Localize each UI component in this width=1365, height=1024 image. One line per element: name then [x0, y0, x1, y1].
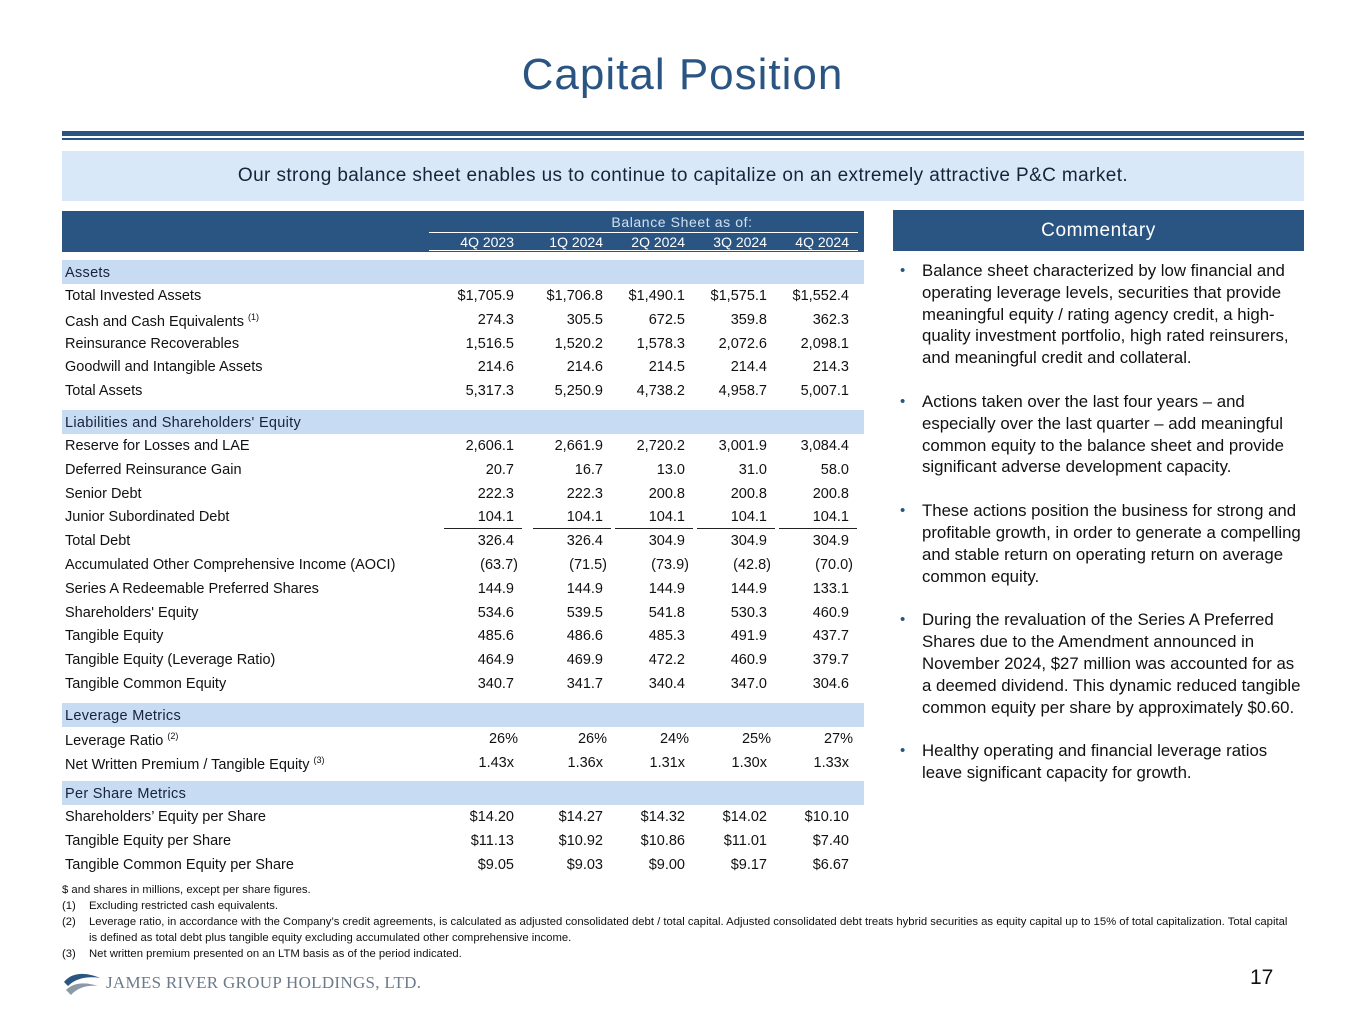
bullet-text: Actions taken over the last four years – and especially over the last quarter – add meaningful common equity to the balance sheet and provide significant adverse development capacity.	[922, 391, 1284, 477]
column-header: 2Q 2024	[631, 234, 685, 250]
row-label-text: Total Debt	[65, 533, 131, 550]
section-header	[62, 410, 864, 434]
table-cell: 13.0	[656, 461, 685, 478]
row-label-text: Total Assets	[65, 383, 143, 400]
section-title: Liabilities and Shareholders' Equity	[65, 414, 302, 431]
bullet-icon: •	[900, 611, 906, 629]
table-row	[62, 308, 864, 332]
row-label	[65, 557, 395, 573]
table-cell: 341.7	[566, 675, 603, 692]
table-cell: 359.8	[730, 311, 767, 328]
summary-banner: Our strong balance sheet enables us to continue to capitalize on an extremely attractive P&C market.	[62, 151, 1304, 201]
commentary-bullet	[898, 500, 1308, 587]
table-cell: 104.1	[730, 509, 767, 526]
table-row	[62, 577, 864, 601]
table-cell: 104.1	[566, 509, 603, 526]
company-logo-text: JAMES RIVER GROUP HOLDINGS, LTD.	[106, 973, 422, 992]
table-cell: (42.8)	[733, 556, 771, 573]
super-header-underline	[429, 232, 858, 233]
table-cell: 539.5	[566, 604, 603, 621]
table-cell: (70.0)	[815, 556, 853, 573]
table-cell: 20.7	[485, 461, 514, 478]
commentary-bullet	[898, 260, 1308, 369]
table-cell: 541.8	[648, 604, 685, 621]
table-row	[62, 624, 864, 648]
table-cell: $10.92	[558, 833, 603, 850]
table-cell: 340.7	[477, 675, 514, 692]
table-cell: $1,490.1	[628, 288, 685, 304]
table-cell: $10.10	[804, 809, 849, 826]
table-cell: 469.9	[566, 652, 603, 669]
row-label	[65, 312, 259, 330]
row-label	[65, 809, 266, 825]
table-cell: 214.4	[730, 359, 767, 376]
table-cell: 2,606.1	[465, 437, 514, 454]
table-cell: $11.01	[723, 833, 767, 850]
column-header: 4Q 2024	[795, 234, 849, 250]
commentary-bullet	[898, 391, 1308, 478]
balance-sheet-table	[62, 211, 864, 877]
table-row	[62, 434, 864, 458]
row-label-text: Series A Redeemable Preferred Shares	[65, 580, 319, 597]
table-cell: 3,001.9	[718, 437, 767, 454]
row-label-text: Leverage Ratio	[65, 732, 164, 749]
table-cell: 2,661.9	[554, 437, 603, 454]
footnote-number: (1)	[62, 900, 76, 912]
table-cell: 26%	[577, 730, 607, 747]
table-row	[62, 284, 864, 308]
table-cell: $14.27	[558, 809, 603, 826]
bullet-text: Healthy operating and financial leverage ratios leave significant capacity for growth.	[922, 741, 1268, 783]
column-header: 1Q 2024	[549, 234, 603, 250]
table-cell: $1,706.8	[546, 288, 603, 304]
table-row	[62, 505, 864, 529]
table-cell: 362.3	[812, 311, 849, 328]
table-row	[62, 648, 864, 672]
table-cell: 1,578.3	[636, 335, 685, 352]
table-row	[62, 853, 864, 877]
table-cell: 274.3	[477, 311, 514, 328]
commentary-bullet	[898, 609, 1308, 718]
row-label-text: Junior Subordinated Debt	[65, 509, 230, 526]
bullet-icon: •	[900, 262, 906, 279]
row-label-text: Shareholders’ Equity per Share	[65, 809, 266, 826]
page-number: 17	[1250, 966, 1274, 989]
bullet-text: These actions position the business for strong and profitable growth, in order to generate a compelling and stable return on operating return on average common equity.	[922, 501, 1301, 586]
row-label	[65, 383, 142, 399]
column-header-underline	[429, 250, 858, 251]
table-header	[62, 211, 864, 252]
row-label	[65, 755, 325, 773]
table-cell: 214.3	[812, 359, 849, 376]
table-cell: 104.1	[477, 509, 514, 526]
row-label	[65, 833, 231, 849]
title-rule	[62, 131, 1304, 136]
row-label	[65, 336, 239, 352]
table-cell: $1,552.4	[792, 288, 849, 304]
table-cell: $7.40	[812, 833, 849, 850]
footnotes	[62, 882, 1292, 962]
title-rule-thin	[62, 138, 1304, 140]
table-super-header: Balance Sheet as of:	[611, 214, 753, 230]
row-label	[65, 533, 130, 549]
column-header: 4Q 2023	[460, 234, 514, 250]
table-cell: $14.20	[469, 809, 514, 826]
table-cell: 2,720.2	[636, 437, 685, 454]
table-cell: $14.02	[722, 809, 767, 826]
row-label	[65, 676, 226, 692]
table-cell: $1,705.9	[457, 288, 514, 304]
table-row	[62, 355, 864, 379]
row-label	[65, 462, 242, 478]
table-cell: 58.0	[820, 461, 849, 478]
row-label	[65, 731, 178, 749]
table-cell: 133.1	[812, 580, 849, 597]
bullet-text: During the revaluation of the Series A Preferred Shares due to the Amendment announced in November 2024, $27 million was accounted for as a deemed dividend. This dynamic reduced tangible common equity per share by approximately $0.60.	[922, 610, 1301, 717]
row-label-text: Goodwill and Intangible Assets	[65, 359, 263, 376]
row-label	[65, 857, 294, 873]
table-cell: 144.9	[730, 580, 767, 597]
row-label-text: Reserve for Losses and LAE	[65, 437, 250, 454]
table-cell: 144.9	[477, 580, 514, 597]
row-label-text: Reinsurance Recoverables	[65, 335, 240, 352]
page-title: Capital Position	[521, 50, 844, 99]
row-label	[65, 605, 198, 621]
bullet-icon: •	[900, 742, 906, 760]
table-cell: $9.00	[648, 856, 685, 873]
table-cell: 2,098.1	[800, 335, 849, 352]
table-cell: $11.13	[470, 833, 514, 850]
bullet-icon: •	[900, 392, 906, 410]
table-row	[62, 727, 864, 751]
table-cell: $1,575.1	[710, 288, 767, 304]
table-cell: 222.3	[566, 485, 603, 502]
row-label	[65, 652, 275, 668]
table-cell: 1,520.2	[554, 335, 603, 352]
commentary-header: Commentary	[893, 210, 1304, 251]
table-row	[62, 332, 864, 356]
table-row	[62, 482, 864, 506]
row-label-text: Tangible Equity per Share	[65, 833, 232, 850]
column-header: 3Q 2024	[713, 234, 767, 250]
footnote-text: Net written premium presented on an LTM basis as of the period indicated.	[89, 948, 462, 960]
table-cell: 340.4	[648, 675, 685, 692]
footnote-text: Leverage ratio, in accordance with the Company’s credit agreements, is calculated as adjusted consolidated debt / total capital. Adjusted consolidated debt treats hybrid securities as equity capital up to 15% of total capitalization. Total capital is defined as total debt plus tangible equity excluding accumulated other comprehensive income.	[89, 916, 1288, 944]
table-cell: 672.5	[648, 311, 685, 328]
commentary-bullet	[898, 740, 1308, 784]
bullet-text: Balance sheet characterized by low financial and operating leverage levels, securities that provide meaningful equity / rating agency credit, a high-quality investment portfolio, high rated reinsurers, and meaningful credit and collateral.	[922, 261, 1289, 368]
footnote-ref: (2)	[167, 730, 179, 741]
section-header	[62, 703, 864, 727]
table-cell: 200.8	[730, 485, 767, 502]
table-cell: $9.03	[566, 856, 603, 873]
table-row	[62, 379, 864, 403]
table-cell: 4,958.7	[718, 383, 767, 400]
table-cell: 16.7	[574, 461, 603, 478]
table-cell: $9.17	[730, 856, 767, 873]
table-cell: 460.9	[812, 604, 849, 621]
row-label	[65, 581, 319, 597]
row-label-text: Tangible Equity (Leverage Ratio)	[65, 652, 276, 669]
row-label-text: Deferred Reinsurance Gain	[65, 461, 242, 478]
commentary-list	[898, 260, 1308, 806]
table-cell: 214.5	[648, 359, 685, 376]
table-cell: (71.5)	[569, 556, 607, 573]
table-cell: 222.3	[477, 485, 514, 502]
table-cell: 530.3	[730, 604, 767, 621]
table-cell: 25%	[741, 730, 771, 747]
table-cell: 485.6	[477, 628, 514, 645]
table-cell: 304.6	[812, 675, 849, 692]
table-cell: 347.0	[730, 675, 767, 692]
company-logo	[62, 968, 421, 998]
section-title: Leverage Metrics	[65, 707, 182, 724]
table-cell: (73.9)	[651, 556, 689, 573]
table-row	[62, 751, 864, 775]
table-row	[62, 458, 864, 482]
table-cell: 379.7	[812, 652, 849, 669]
table-cell: 464.9	[477, 652, 514, 669]
row-label-text: Tangible Common Equity per Share	[65, 856, 294, 873]
table-cell: 437.7	[812, 628, 849, 645]
table-cell: 460.9	[730, 652, 767, 669]
footnote-number: (2)	[62, 916, 76, 928]
table-cell: 304.9	[812, 533, 849, 550]
table-cell: 4,738.2	[636, 383, 685, 400]
row-label-text: Senior Debt	[65, 485, 142, 502]
table-cell: 304.9	[648, 533, 685, 550]
row-label	[65, 628, 163, 644]
table-cell: 1.36x	[567, 754, 603, 771]
table-cell: 1.30x	[731, 754, 767, 771]
table-row	[62, 601, 864, 625]
table-row	[62, 672, 864, 696]
table-cell: 491.9	[730, 628, 767, 645]
table-cell: 5,250.9	[554, 383, 603, 400]
table-cell: 534.6	[477, 604, 514, 621]
table-cell: 1.33x	[813, 754, 849, 771]
table-cell: 5,007.1	[800, 383, 849, 400]
table-cell: 1,516.5	[465, 335, 514, 352]
table-cell: 486.6	[566, 628, 603, 645]
table-cell: 144.9	[566, 580, 603, 597]
table-cell: 31.0	[738, 461, 767, 478]
row-label-text: Shareholders' Equity	[65, 604, 199, 621]
table-cell: $9.05	[477, 856, 514, 873]
table-cell: 26%	[488, 730, 518, 747]
row-label	[65, 288, 201, 304]
table-cell: (63.7)	[480, 556, 518, 573]
row-label	[65, 438, 250, 454]
row-label-text: Accumulated Other Comprehensive Income (AOCI)	[65, 556, 396, 573]
table-cell: 5,317.3	[465, 383, 514, 400]
row-label-text: Tangible Equity	[65, 628, 164, 645]
table-cell: 144.9	[648, 580, 685, 597]
table-cell: 104.1	[812, 509, 849, 526]
bullet-icon: •	[900, 502, 906, 520]
table-cell: 305.5	[566, 311, 603, 328]
table-cell: 304.9	[730, 533, 767, 550]
footnote-ref: (1)	[247, 311, 259, 322]
footnote-number: (3)	[62, 948, 76, 960]
table-cell: 24%	[659, 730, 689, 747]
table-cell: 1.43x	[478, 754, 514, 771]
river-wave-icon	[62, 968, 102, 998]
footnote	[62, 946, 1292, 962]
table-cell: $10.86	[640, 833, 685, 850]
section-title: Per Share Metrics	[65, 786, 187, 803]
row-label	[65, 359, 263, 375]
table-row	[62, 805, 864, 829]
table-row	[62, 553, 864, 577]
footnote-intro: $ and shares in millions, except per share figures.	[62, 884, 311, 896]
table-cell: 200.8	[648, 485, 685, 502]
table-cell: $6.67	[812, 856, 849, 873]
footnote	[62, 914, 1292, 946]
table-cell: 326.4	[566, 533, 603, 550]
table-cell: 104.1	[648, 509, 685, 526]
table-cell: 326.4	[477, 533, 514, 550]
footnote	[62, 898, 1292, 914]
table-row	[62, 829, 864, 853]
row-label	[65, 509, 229, 525]
row-label-text: Cash and Cash Equivalents	[65, 313, 244, 330]
table-cell: 2,072.6	[718, 335, 767, 352]
footnote-text: Excluding restricted cash equivalents.	[89, 900, 279, 912]
table-cell: 1.31x	[649, 754, 685, 771]
row-label-text: Net Written Premium / Tangible Equity	[65, 756, 310, 773]
table-cell: 214.6	[566, 359, 603, 376]
section-title: Assets	[65, 265, 111, 281]
table-cell: 27%	[823, 730, 853, 747]
section-header	[62, 260, 864, 284]
table-cell: 472.2	[648, 652, 685, 669]
row-label-text: Tangible Common Equity	[65, 675, 227, 692]
table-cell: 485.3	[648, 628, 685, 645]
row-label-text: Total Invested Assets	[65, 288, 202, 304]
table-cell: 3,084.4	[800, 437, 849, 454]
table-body	[62, 260, 864, 877]
table-cell: $14.32	[640, 809, 685, 826]
row-label	[65, 486, 142, 502]
table-cell: 200.8	[812, 485, 849, 502]
table-row	[62, 529, 864, 553]
section-header	[62, 781, 864, 805]
table-cell: 214.6	[477, 359, 514, 376]
footnote-ref: (3)	[313, 754, 325, 765]
